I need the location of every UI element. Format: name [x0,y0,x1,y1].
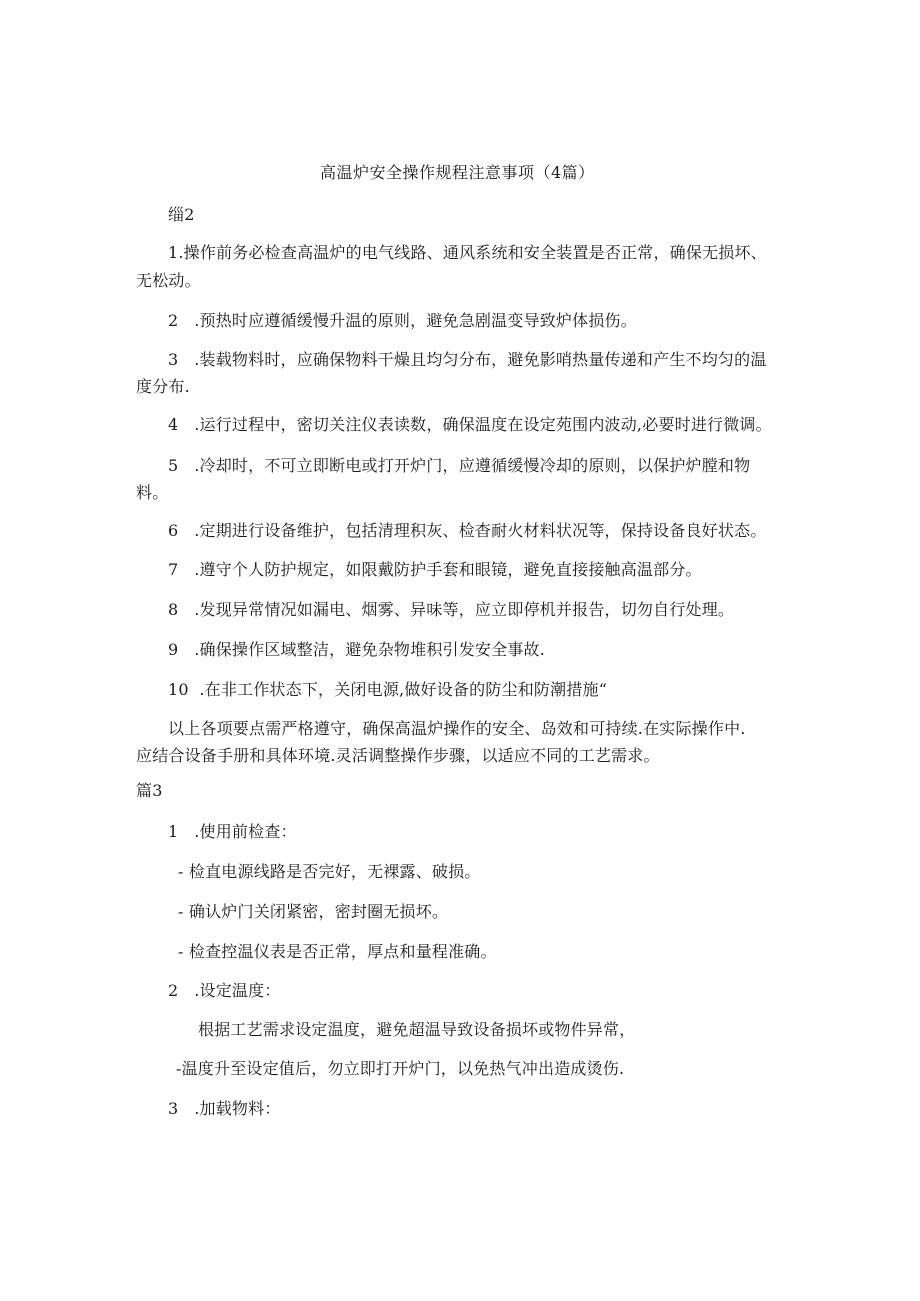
list-item-text: .使用前检查： [194,822,297,841]
section-3-heading: 篇3 [136,781,163,800]
list-item-5-continued: 料。 [136,483,169,502]
list-item-number: 8 [168,600,179,619]
list-item-number: 2 [168,981,179,1000]
list-item-text: .遵守个人防护规定，如限戴防护手套和眼镜，避免直接接触高温部分。 [194,560,702,579]
list-item-text: .发现异常情况如漏电、烟雾、异味等，应立即停机并报告，切勿自行处理。 [194,600,735,619]
list-item-text: 操作前务必检查高温炉的电气线路、通风系统和安全装置是否正常，确保无损坏、 [183,243,767,262]
list-item-number: 7 [168,560,179,579]
list-item-text: .冷却时，不可立即断电或打开炉门，应遵循缓慢冷却的原则，以保护炉膛和物 [194,456,751,475]
list-item-text: .加载物料： [194,1099,281,1118]
list-item-number: 4 [168,415,179,434]
section-3-item-2-sub-2: -温度升至设定值后，勿立即打开炉门，以免热气冲出造成烫伤. [176,1059,625,1078]
list-item-4 [168,414,772,436]
section-3-item-1-sub-1: - 检直电源线路是否完好，无裸露、破损。 [178,862,481,881]
list-item-2 [168,310,637,332]
list-item-number: 5 [168,456,179,475]
list-item-7 [168,559,702,581]
list-item-1-continued: 无松动。 [136,271,201,290]
summary-line-2: 应结合设备手册和具体环境.灵活调整操作步骤，以适应不同的工艺需求。 [136,746,660,765]
list-item-6 [168,520,767,542]
list-item-text: .确保操作区域整洁，避免杂物堆积引发安全事故. [194,640,546,659]
list-item-text: .设定温度： [194,981,281,1000]
summary-line-1: 以上各项要点需严格遵守，确保高温炉操作的安全、岛效和可持续.在实际操作中. [168,719,746,738]
list-item-number: 2 [168,311,179,330]
list-item-text: .在非工作状态下，关闭电源,做好设备的防尘和防潮措施“ [199,680,608,699]
list-item-9 [168,639,545,661]
section-3-item-2-sub-1: 根据工艺需求设定温度，避免超温导致设备损坏或物件异常， [198,1020,636,1039]
list-item-3-continued: 度分布. [136,377,190,396]
list-item-3 [168,349,767,371]
section-3-item-1 [168,821,297,843]
list-item-number: 3 [168,1099,179,1118]
section-3-item-3 [168,1098,281,1120]
list-item-text: .装载物料时，应确保物料干燥且均匀分布，避免影哨热量传递和产生不均匀的温 [194,350,767,369]
list-item-10 [168,679,607,701]
document-title: 高温炉安全操作规程注意事项（4篇） [320,163,595,182]
section-3-item-1-sub-3: - 检查控温仪表是否正常，厚点和量程准确。 [178,942,497,961]
section-3-item-1-sub-2: - 确认炉门关闭紧密，密封圈无损坏。 [178,902,449,921]
list-item-number: 3 [168,350,179,369]
list-item-text: .定期进行设备维护，包括清理积灰、检杳耐火材料状况等，保持设备良好状态。 [194,521,767,540]
section-2-heading: 缁2 [168,205,195,224]
list-item-number: 9 [168,640,179,659]
list-item-1 [168,242,767,264]
section-3-item-2 [168,980,281,1002]
list-item-number: 1. [168,243,184,262]
list-item-text: .运行过程中，密切关注仪表读数，确保温度在设定苑围内波动,必要时进行微调。 [194,415,772,434]
list-item-8 [168,599,734,621]
list-item-number: 1 [168,822,179,841]
list-item-text: .预热时应遵循缓慢升温的原则，避免急剧温变导致炉体损伤。 [194,311,637,330]
list-item-number: 10 [168,680,189,699]
list-item-number: 6 [168,521,179,540]
list-item-5 [168,455,750,477]
